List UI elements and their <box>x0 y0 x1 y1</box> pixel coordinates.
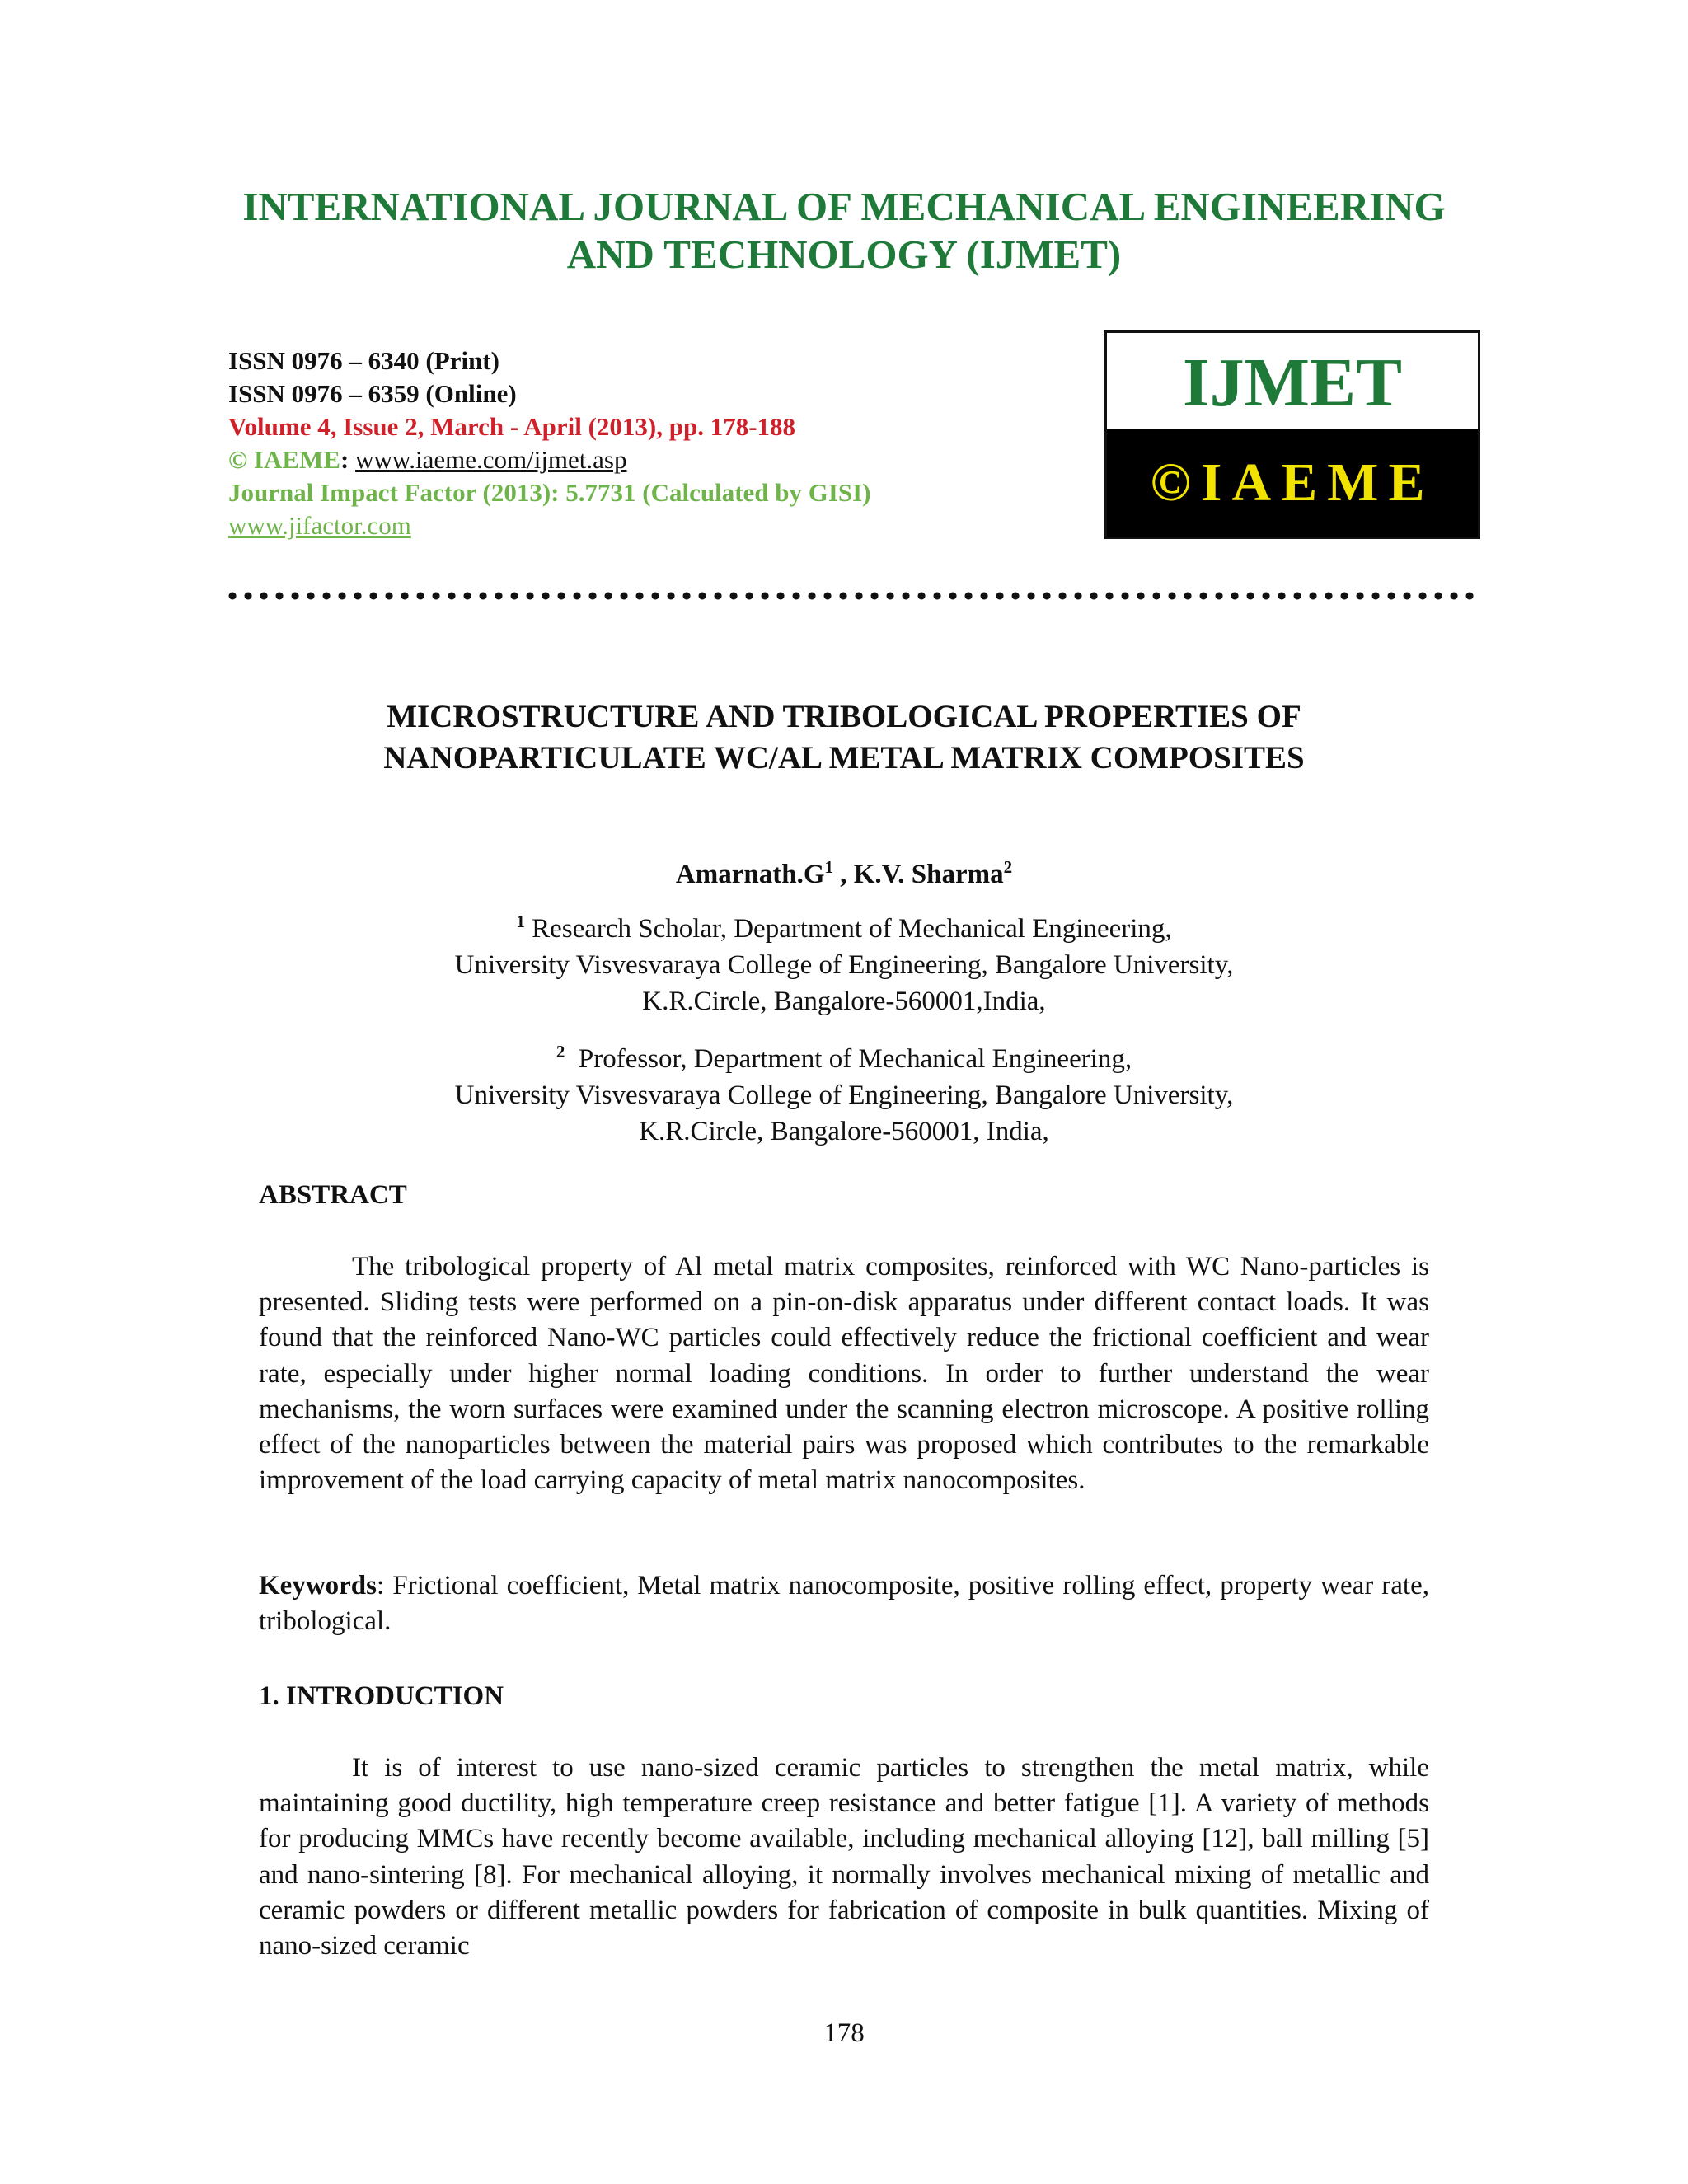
author-2: K.V. Sharma <box>853 860 1004 889</box>
issn-print: ISSN 0976 – 6340 (Print) <box>228 346 499 375</box>
publication-metadata <box>228 344 871 542</box>
affiliation-2-superscript: 2 <box>556 1042 565 1062</box>
iaeme-label: © IAEME <box>228 445 340 474</box>
affiliation-1-superscript: 1 <box>516 912 525 931</box>
author-1-superscript: 1 <box>824 857 833 877</box>
paper-title-line-2: NANOPARTICULATE WC/AL METAL MATRIX COMPOSITES <box>383 740 1305 776</box>
abstract-text: The tribological property of Al metal matrix composites, reinforced with WC Nano-particles is presented. Sliding tests were performed on a pin-on-disk apparatus under different contact loads. It was found that the reinforced Nano-WC particles could effectively reduce the frictional coefficient and wear rate, especially under higher normal loading conditions. In order to further understand the wear mechanisms, the worn surfaces were examined under the scanning electron microscope. A positive rolling effect of the nanoparticles between the material pairs was proposed which contributes to the remarkable improvement of the load carrying capacity of metal matrix nanocomposites. <box>259 1252 1429 1496</box>
introduction-text: It is of interest to use nano-sized ceramic particles to strengthen the metal matrix, while maintaining good ductility, high temperature creep resistance and better fatigue [1]. A variety of methods for producing MMCs have recently become available, including mechanical alloying [12], ball milling [5] and nano-sintering [8]. For mechanical alloying, it normally involves mechanical mixing of metallic and ceramic powders or different metallic powders for fabrication of composite in bulk quantities. Mixing of nano-sized ceramic <box>259 1753 1429 1961</box>
journal-title-line-2: AND TECHNOLOGY (IJMET) <box>566 232 1122 277</box>
affiliation-1-line-2: University Visvesvaraya College of Engineering, Bangalore University, <box>454 950 1234 980</box>
iaeme-url-link[interactable]: www.iaeme.com/ijmet.asp <box>355 445 627 474</box>
impact-factor: Journal Impact Factor (2013): 5.7731 (Calculated by GISI) <box>228 478 871 507</box>
jifactor-link[interactable]: www.jifactor.com <box>228 511 411 540</box>
journal-title-line-1: INTERNATIONAL JOURNAL OF MECHANICAL ENGINEERING <box>242 184 1446 229</box>
logo-publisher: ©IAEME <box>1107 429 1478 537</box>
keywords-paragraph <box>259 1568 1429 1639</box>
paper-title-line-1: MICROSTRUCTURE AND TRIBOLOGICAL PROPERTIES OF <box>387 699 1301 734</box>
journal-logo <box>1104 330 1480 539</box>
affiliation-1-line-1: Research Scholar, Department of Mechanical Engineering, <box>532 914 1172 944</box>
logo-name: IJMET <box>1182 344 1403 421</box>
keywords-text: : Frictional coefficient, Metal matrix nanocomposite, positive rolling effect, property wear rate, tribological. <box>259 1571 1429 1637</box>
issn-online: ISSN 0976 – 6359 (Online) <box>228 379 517 408</box>
affiliation-2-line-3: K.R.Circle, Bangalore-560001, India, <box>639 1117 1049 1146</box>
keywords-label: Keywords <box>259 1571 377 1601</box>
author-1: Amarnath.G <box>675 860 825 889</box>
iaeme-line <box>228 443 871 476</box>
author-separator: , <box>833 860 854 889</box>
affiliation-1-line-3: K.R.Circle, Bangalore-560001,India, <box>642 987 1046 1016</box>
introduction-heading: 1. INTRODUCTION <box>259 1681 504 1711</box>
journal-title <box>0 183 1688 279</box>
affiliation-2-line-1: Professor, Department of Mechanical Engineering, <box>578 1044 1132 1074</box>
volume-issue: Volume 4, Issue 2, March - April (2013), pp. 178-188 <box>228 412 796 441</box>
author-2-superscript: 2 <box>1003 857 1013 877</box>
affiliation-2 <box>0 1033 1688 1150</box>
paper-title <box>0 696 1688 779</box>
iaeme-separator: : <box>340 445 356 474</box>
affiliation-1 <box>0 903 1688 1019</box>
dotted-divider <box>228 590 1481 602</box>
abstract-heading: ABSTRACT <box>259 1180 407 1210</box>
affiliation-2-line-2: University Visvesvaraya College of Engineering, Bangalore University, <box>454 1080 1234 1110</box>
authors <box>0 849 1688 893</box>
page-number: 178 <box>823 2018 865 2048</box>
